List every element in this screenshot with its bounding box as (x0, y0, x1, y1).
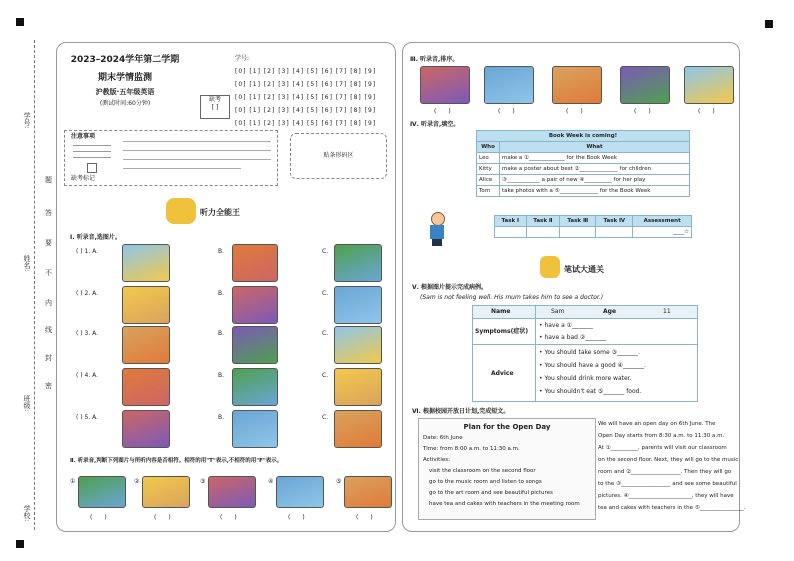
part4-title: Ⅳ. 听录音,填空。 (410, 121, 460, 128)
name-value: Sam (551, 308, 565, 315)
question-number: ( ) 3. A. (76, 330, 99, 337)
option-c-label: C. (322, 414, 329, 421)
answer-blank[interactable]: ( ) (566, 108, 583, 115)
option-c-picture (334, 410, 382, 448)
answer-blank[interactable]: ( ) (154, 514, 171, 521)
digit-row[interactable]: [0] [1] [2] [3] [4] [5] [6] [7] [8] [9] (235, 81, 377, 88)
what-cell[interactable]: make a ①_____________ for the Book Week (500, 153, 690, 164)
part3-picture (420, 66, 470, 104)
task-table (494, 215, 692, 238)
option-b-picture (232, 244, 278, 282)
task-cell[interactable] (596, 227, 633, 238)
advice-4[interactable]: • You shouldn't eat ⑤_______ food. (539, 388, 642, 395)
answer-blank[interactable]: ( ) (698, 108, 715, 115)
answer-blank[interactable]: ( ) (288, 514, 305, 521)
option-b-picture (232, 368, 278, 406)
option-b-label: B. (218, 248, 225, 255)
seal-word: 线 (45, 326, 52, 334)
plan-line: Time: from 8:00 a.m. to 11:30 a.m. (423, 446, 520, 452)
option-b-picture (232, 410, 278, 448)
passage-line[interactable]: At ①__________, parents will visit our classroom (598, 445, 727, 451)
who-cell: Tom (477, 186, 500, 197)
option-b-label: B. (218, 372, 225, 379)
student-no-title: 学号: (235, 55, 250, 62)
option-a-picture (122, 244, 170, 282)
question-number: ( ) 2. A. (76, 290, 99, 297)
option-b-label: B. (218, 290, 225, 297)
task-cell[interactable] (560, 227, 596, 238)
school-label: 学校: (23, 505, 31, 522)
digit-row[interactable]: [0] [1] [2] [3] [4] [5] [6] [7] [8] [9] (235, 107, 377, 114)
notice-box (64, 130, 278, 186)
listening-title: 听力全能王 (200, 208, 240, 217)
advice-2[interactable]: • You should have a good ④_______. (539, 362, 646, 369)
option-b-picture (232, 286, 278, 324)
age-header: Age (603, 308, 617, 315)
option-a-picture (122, 286, 170, 324)
option-b-label: B. (218, 330, 225, 337)
passage-line[interactable]: on the second floor. Next, they will go to the music (598, 457, 739, 463)
plan-line: go to the music room and listen to songs (429, 479, 542, 485)
what-cell[interactable]: take photos with a ⑤______________ for the Book Week (500, 186, 690, 197)
option-c-label: C. (322, 290, 329, 297)
digit-row[interactable]: [0] [1] [2] [3] [4] [5] [6] [7] [8] [9] (235, 68, 377, 75)
part6-title: Ⅵ. 根据校园开放日计划,完成短文。 (412, 408, 510, 415)
who-cell: Leo (477, 153, 500, 164)
option-c-picture (334, 244, 382, 282)
col-what: What (500, 142, 690, 153)
barcode-label: 贴条形码区 (323, 152, 354, 159)
advice-label: Advice (491, 370, 514, 377)
passage-line[interactable]: pictures. ④_______________________, they will have (598, 493, 734, 499)
case-table (472, 305, 698, 402)
task-1-header: Task Ⅰ (495, 216, 527, 227)
passage-line[interactable]: tea and cakes with teachers in the ⑤________________. (598, 505, 746, 511)
option-a-picture (122, 326, 170, 364)
item-number: ⑤ (336, 478, 342, 485)
passage-line[interactable]: Open Day starts from 8:30 a.m. to 11:30 a.m. (598, 433, 725, 439)
option-a-picture (122, 410, 170, 448)
corner-mark (765, 20, 773, 28)
part2-picture (78, 476, 126, 508)
listening-mascot-icon (166, 198, 196, 224)
option-c-label: C. (322, 372, 329, 379)
option-c-picture (334, 368, 382, 406)
option-b-label: B. (218, 414, 225, 421)
option-c-label: C. (322, 330, 329, 337)
answer-blank[interactable]: ( ) (356, 514, 373, 521)
advice-1[interactable]: • You should take some ③_______. (539, 349, 640, 356)
task-4-header: Task Ⅳ (596, 216, 633, 227)
age-value: 11 (663, 308, 671, 315)
seal-line (34, 40, 35, 530)
seal-word: 内 (45, 299, 52, 307)
corner-mark (16, 18, 24, 26)
seal-word: 封 (45, 354, 52, 362)
writing-title: 笔试大通关 (564, 265, 604, 274)
advice-3: • You should drink more water. (539, 375, 632, 382)
book-week-title: Book Week is coming! (477, 131, 690, 142)
task-cell[interactable] (526, 227, 560, 238)
plan-line: Date: 6th June (423, 435, 463, 441)
plan-card (418, 418, 596, 520)
plan-line: go to the art room and see beautiful pictures (429, 490, 553, 496)
name-header: Name (491, 308, 511, 315)
answer-blank[interactable]: ( ) (220, 514, 237, 521)
answer-blank[interactable]: ( ) (90, 514, 107, 521)
part3-picture (620, 66, 670, 104)
boy-mascot-icon (428, 212, 446, 246)
part2-title: Ⅱ. 听录音,判断下列图片与所听内容是否相符。相符的用"T"表示,不相符的用"F"表示。 (70, 458, 283, 464)
option-c-picture (334, 286, 382, 324)
barcode-area (290, 133, 387, 179)
plan-lines (423, 434, 595, 508)
assessment-cell[interactable]: ____☆ (633, 227, 692, 238)
part2-picture (276, 476, 324, 508)
open-day-passage (598, 418, 746, 514)
item-number: ④ (268, 478, 274, 485)
seal-word: 答 (45, 209, 52, 217)
plan-line: Activities: (423, 457, 450, 463)
exam-time: (测试时间:60分钟) (99, 100, 151, 107)
subject: 沪教版·五年级英语 (95, 88, 155, 96)
missing-box[interactable] (200, 95, 230, 119)
question-number: ( ) 1. A. (76, 248, 99, 255)
seal-word: 要 (45, 239, 52, 247)
digit-row[interactable]: [0] [1] [2] [3] [4] [5] [6] [7] [8] [9] (235, 94, 377, 101)
seal-word: 密 (45, 382, 52, 390)
option-a-picture (122, 368, 170, 406)
what-cell[interactable]: make a poster about best ②______________ for children (500, 164, 690, 175)
book-week-table (476, 130, 690, 197)
what-cell[interactable]: ③____________ a pair of new ④__________ for her play (500, 175, 690, 186)
digit-row[interactable]: [0] [1] [2] [3] [4] [5] [6] [7] [8] [9] (235, 120, 377, 127)
task-cell[interactable] (495, 227, 527, 238)
corner-mark (16, 540, 24, 548)
option-b-picture (232, 326, 278, 364)
writing-mascot-icon (540, 256, 560, 278)
who-cell: Alice (477, 175, 500, 186)
passage-line[interactable]: to the ③__________________ and see some beautiful (598, 481, 737, 487)
notice-sample (69, 143, 117, 173)
school-year: 2023–2024学年第二学期 (70, 55, 180, 65)
option-c-picture (334, 326, 382, 364)
answer-blank[interactable]: ( ) (498, 108, 515, 115)
plan-line: have tea and cakes with teachers in the meeting room (429, 501, 580, 507)
part5-title: Ⅴ. 根据图片提示完成病例。 (412, 284, 488, 291)
plan-title: Plan for the Open Day (463, 423, 551, 431)
seal-word: 题 (45, 176, 52, 184)
symptom-1[interactable]: • have a ①_______ (539, 322, 594, 329)
option-c-label: C. (322, 248, 329, 255)
part3-picture (552, 66, 602, 104)
answer-blank[interactable]: ( ) (434, 108, 451, 115)
missing-mark-label: 缺考标记 (71, 175, 96, 182)
part3-title: Ⅲ. 听录音,排序。 (410, 56, 459, 63)
item-number: ② (134, 478, 140, 485)
who-cell: Kitty (477, 164, 500, 175)
part2-picture (208, 476, 256, 508)
symptoms-label: Symptoms(症状) (475, 328, 529, 335)
answer-blank[interactable]: ( ) (634, 108, 651, 115)
col-who: Who (477, 142, 500, 153)
question-number: ( ) 4. A. (76, 372, 99, 379)
question-number: ( ) 5. A. (76, 414, 99, 421)
item-number: ③ (200, 478, 206, 485)
seal-word: 不 (45, 269, 52, 277)
plan-line: visit the classroom on the second floor (429, 468, 536, 474)
passage-line[interactable]: We will have an open day on 6th June. The (598, 421, 716, 427)
missing-label: 缺考 (208, 96, 221, 103)
item-number: ① (70, 478, 76, 485)
task-3-header: Task Ⅲ (560, 216, 596, 227)
student-no-label: 学号: (23, 112, 31, 129)
symptom-2[interactable]: • have a bad ②_______ (539, 334, 607, 341)
part2-picture (142, 476, 190, 508)
task-2-header: Task Ⅱ (526, 216, 560, 227)
part3-picture (484, 66, 534, 104)
part1-title: Ⅰ. 听录音,选图片。 (70, 234, 121, 241)
exam-title: 期末学情监测 (97, 73, 152, 83)
notice-text (123, 137, 271, 181)
part5-example: (Sam is not feeling well. His mum takes him to see a doctor.) (420, 294, 604, 301)
name-label: 姓名: (23, 255, 31, 272)
part2-picture (344, 476, 392, 508)
notice-title: 注意事项 (71, 133, 96, 140)
part3-picture (684, 66, 734, 104)
class-label: 班级: (23, 395, 31, 412)
assessment-header: Assessment (633, 216, 692, 227)
passage-line[interactable]: room and ②__________________. Then they will go (598, 469, 732, 475)
exam-header (64, 52, 186, 108)
missing-checkbox: [ ] (211, 104, 219, 111)
